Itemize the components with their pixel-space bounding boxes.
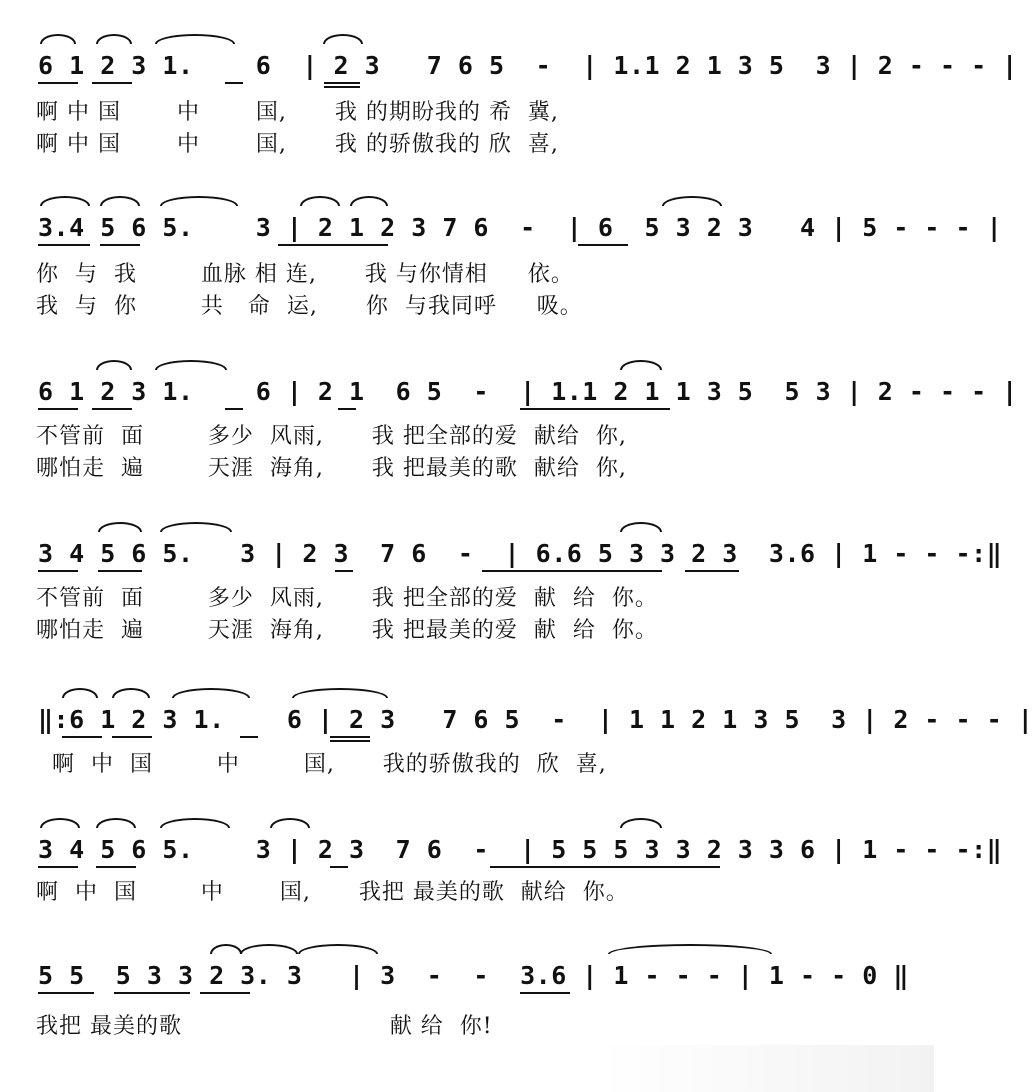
slur [100,196,140,206]
slur [323,34,363,44]
lyric-verse-1: 不管前 面 多少 风雨, 我 把全部的爱 献 给 你。 [36,586,658,611]
slur [270,818,310,828]
beam-underline [225,408,243,410]
beam-underline [62,736,102,738]
slur [240,944,298,954]
slur [98,522,142,532]
slur [620,360,662,370]
beam-underline [112,736,152,738]
lyric-verse-2: 哪怕走 遍 天涯 海角, 我 把最美的爱 献 给 你。 [36,618,658,643]
watermark-fade [600,1045,934,1092]
lyric-verse-2: 哪怕走 遍 天涯 海角, 我 把最美的歌 献给 你, [36,456,627,481]
notation-line: 6 1 2 3 1. 6 | 2 3 7 6 5 - | 1.1 2 1 3 5 3 | 2 - - - | [38,51,1018,80]
notation-line: 3 4 5 6 5. 3 | 2 3 7 6 - | 6.6 5 3 3 2 3 3.6 | 1 - - -:‖ [38,539,1003,568]
beam-underline [38,244,90,246]
lyric-verse-2: 啊 中 国 中 国, 我 的骄傲我的 欣 喜, [36,132,559,157]
beam-underline [92,82,132,84]
beam-underline [490,866,720,868]
slur [608,944,772,954]
slur [40,196,90,206]
slur [155,360,227,370]
slur [160,522,232,532]
notation-line: 3 4 5 6 5. 3 | 2 3 7 6 - | 5 5 5 3 3 2 3 3 6 | 1 - - -:‖ [38,835,1003,864]
slur [155,34,235,44]
beam-underline [38,570,78,572]
notation-line: 3.4 5 6 5. 3 | 2 1 2 3 7 6 - | 6 5 3 2 3 4 | 5 - - - | [38,213,1003,242]
lyric-verse-1: 不管前 面 多少 风雨, 我 把全部的爱 献给 你, [36,424,627,449]
slur [62,688,98,698]
beam-underline [114,992,190,994]
beam-underline [330,866,348,868]
notation-line: 6 1 2 3 1. 6 | 2 1 6 5 - | 1.1 2 1 1 3 5 5 3 | 2 - - - | [38,377,1018,406]
beam-underline [240,736,258,738]
lyric-verse-1: 啊 中 国 中 国, 我 的期盼我的 希 冀, [36,100,559,125]
beam-underline [520,992,570,994]
slur [620,818,662,828]
slur [160,818,230,828]
slur [96,818,136,828]
slur [292,688,388,698]
notation-line: ‖:6 1 2 3 1. 6 | 2 3 7 6 5 - | 1 1 2 1 3 5 3 | 2 - - - | [38,705,1033,734]
beam-underline [330,736,370,738]
beam-underline [100,244,140,246]
slur [160,196,238,206]
slur [96,360,132,370]
slur [620,522,662,532]
beam-underline [278,244,388,246]
beam-underline [200,992,250,994]
slur [662,196,722,206]
slur [112,688,150,698]
lyric-verse-1: 我把 最美的歌 献 给 你! [36,1014,493,1039]
slur [96,34,132,44]
beam-underline [92,408,132,410]
slur [40,818,80,828]
beam-underline [96,866,136,868]
beam-underline [38,408,78,410]
lyric-verse-1: 你 与 我 血脉 相 连, 我 与你情相 依。 [36,262,574,287]
slur [210,944,242,954]
lyric-verse-1: 啊 中 国 中 国, 我的骄傲我的 欣 喜, [36,752,607,777]
slur [172,688,250,698]
beam-underline [578,244,628,246]
notation-line: 5 5 5 3 3 2 3. 3 | 3 - - 3.6 | 1 - - - | 1 - - 0 ‖ [38,961,909,990]
beam-underline [38,866,78,868]
beam-underline [324,82,360,84]
slur [350,196,388,206]
lyric-verse-1: 啊 中 国 中 国, 我把 最美的歌 献给 你。 [36,880,629,905]
slur [300,196,340,206]
beam-underline [685,570,739,572]
beam-underline [324,86,360,88]
beam-underline [98,570,142,572]
beam-underline [38,82,78,84]
beam-underline [482,570,662,572]
beam-underline [225,82,243,84]
beam-underline [330,740,370,742]
beam-underline [38,992,94,994]
beam-underline [520,408,670,410]
slur [298,944,378,954]
lyric-verse-2: 我 与 你 共 命 运, 你 与我同呼 吸。 [36,294,583,319]
slur [40,34,76,44]
beam-underline [335,570,353,572]
beam-underline [338,408,356,410]
